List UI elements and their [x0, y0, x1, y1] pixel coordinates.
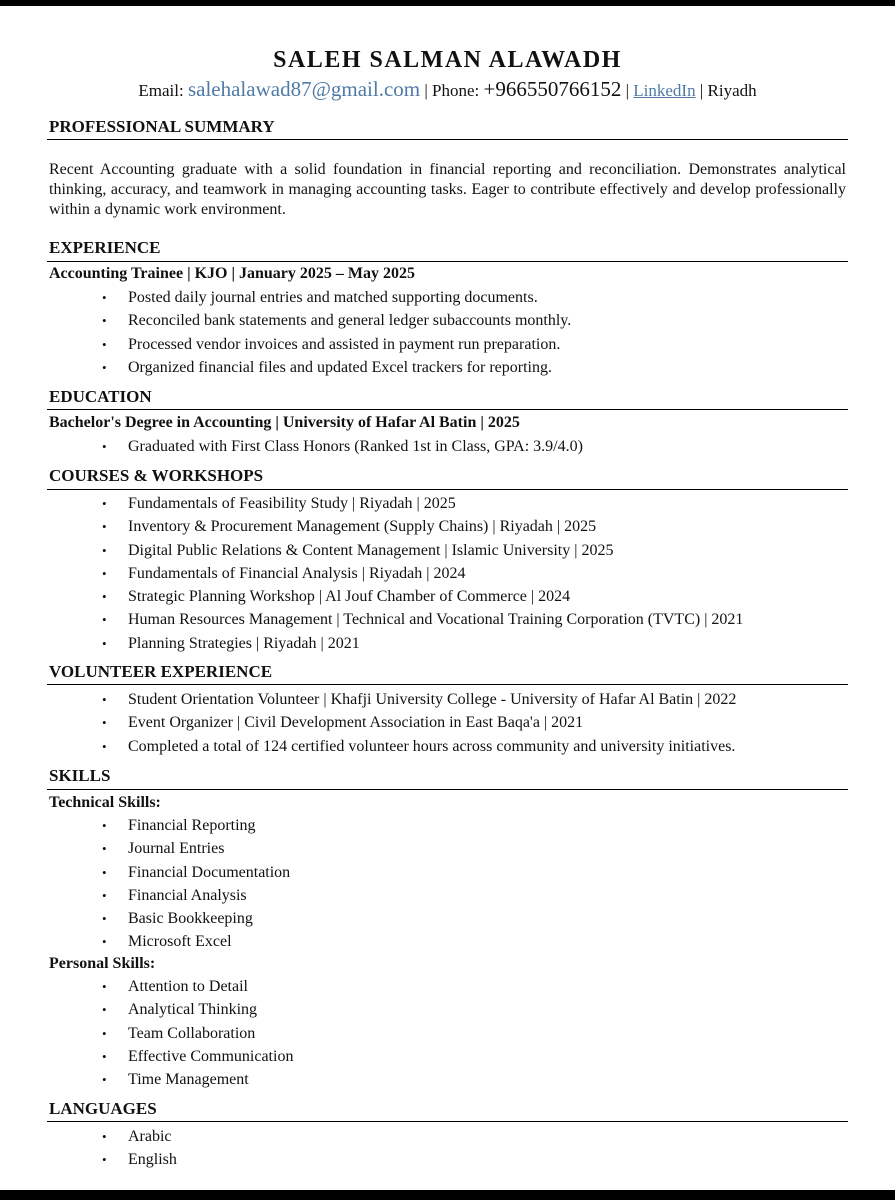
- list-item: [0, 539, 860, 562]
- list-item: [0, 975, 860, 998]
- list-item-text: Student Orientation Volunteer | Khafji University College - University of Hafar Al Batin | 2022: [128, 691, 737, 708]
- section-divider: [47, 139, 848, 140]
- list-item-text: Completed a total of 124 certified volunteer hours across community and university initiatives.: [128, 737, 736, 755]
- list-item: [0, 333, 860, 356]
- bullet-icon: •: [102, 738, 107, 754]
- list-item: [0, 608, 860, 631]
- list-item-text: Fundamentals of Feasibility Study | Riyadah | 2025: [128, 495, 456, 512]
- volunteer-list: [0, 688, 860, 758]
- bullet-icon: •: [102, 864, 107, 880]
- separator: |: [625, 81, 630, 100]
- section-divider: [47, 409, 848, 410]
- education-heading: EDUCATION: [49, 387, 152, 406]
- list-item: [0, 711, 860, 734]
- bullet-icon: •: [102, 818, 107, 833]
- list-item: [0, 1045, 860, 1068]
- separator: |: [424, 81, 428, 100]
- list-item-text: Team Collaboration: [128, 1024, 256, 1042]
- list-item-text: Reconciled bank statements and general ledger subaccounts monthly.: [128, 312, 572, 330]
- email-link[interactable]: salehalawad87@gmail.com: [187, 77, 421, 101]
- list-item: [0, 515, 860, 538]
- skills-heading: SKILLS: [49, 766, 111, 785]
- languages-heading: LANGUAGES: [49, 1099, 157, 1118]
- volunteer-heading: VOLUNTEER EXPERIENCE: [49, 662, 273, 681]
- list-item-text: Microsoft Excel: [128, 933, 232, 951]
- list-item-text: Time Management: [128, 1071, 249, 1089]
- list-item-text: Arabic: [128, 1128, 172, 1145]
- list-item: [0, 837, 860, 860]
- email-label: Email:: [138, 81, 184, 100]
- section-divider: [47, 789, 848, 790]
- list-item-text: Event Organizer | Civil Development Association in East Baqa'a | 2021: [128, 714, 584, 732]
- bullet-icon: •: [102, 1025, 107, 1041]
- list-item-text: English: [128, 1151, 177, 1169]
- section-divider: [47, 1121, 848, 1122]
- section-divider: [47, 261, 848, 262]
- bullet-icon: •: [102, 934, 107, 950]
- separator: |: [699, 81, 704, 100]
- list-item-text: Inventory & Procurement Management (Supply Chains) | Riyadah | 2025: [128, 518, 597, 536]
- education-list: [0, 435, 860, 458]
- summary-heading: PROFESSIONAL SUMMARY: [49, 117, 275, 136]
- list-item: [0, 632, 860, 655]
- list-item-text: Basic Bookkeeping: [128, 910, 253, 928]
- bullet-icon: •: [102, 715, 107, 731]
- list-item: [0, 435, 860, 458]
- list-item-text: Digital Public Relations & Content Management | Islamic University | 2025: [128, 541, 614, 559]
- bullet-icon: •: [102, 290, 107, 305]
- list-item-text: Organized financial files and updated Excel trackers for reporting.: [128, 358, 552, 376]
- list-item: [0, 356, 860, 379]
- linkedin-link[interactable]: LinkedIn: [633, 81, 696, 100]
- bullet-icon: •: [102, 841, 107, 857]
- list-item-text: Journal Entries: [128, 840, 225, 858]
- personal-skills-heading: Personal Skills:: [49, 955, 156, 972]
- bullet-icon: •: [102, 1152, 107, 1168]
- list-item-text: Posted daily journal entries and matched supporting documents.: [128, 289, 538, 306]
- list-item: [0, 861, 860, 884]
- bullet-icon: •: [102, 887, 107, 903]
- list-item-text: Human Resources Management | Technical and Vocational Training Corporation (TVTC) | 2021: [128, 611, 744, 629]
- list-item: [0, 562, 860, 585]
- courses-heading: COURSES & WORKSHOPS: [49, 466, 264, 485]
- summary-text: Recent Accounting graduate with a solid foundation in financial reporting and reconciliation. Demonstrates analytical thinking, accuracy, and teamwork in managing accounting tasks. Eager to contribute effectively and develop professionally within a dynamic work environment.: [49, 161, 846, 218]
- list-item-text: Financial Analysis: [128, 886, 247, 904]
- bullet-icon: •: [102, 313, 107, 329]
- list-item: [0, 735, 860, 758]
- bullet-icon: •: [102, 1002, 107, 1018]
- education-degree: Bachelor's Degree in Accounting | University of Hafar Al Batin | 2025: [49, 414, 520, 431]
- list-item-text: Financial Reporting: [128, 817, 256, 834]
- resume-page: [0, 6, 895, 1190]
- bullet-icon: •: [102, 496, 107, 511]
- candidate-name: SALEH SALMAN ALAWADH: [273, 47, 622, 73]
- bullet-icon: •: [102, 1072, 107, 1088]
- list-item-text: Planning Strategies | Riyadah | 2021: [128, 634, 360, 652]
- contact-line: [0, 77, 895, 103]
- courses-list: [0, 492, 860, 655]
- list-item: [0, 688, 860, 711]
- list-item: [0, 930, 860, 953]
- list-item: [0, 1148, 860, 1171]
- personal-skills-list: [0, 975, 860, 1091]
- bullet-icon: •: [102, 336, 107, 352]
- bullet-icon: •: [102, 519, 107, 535]
- bullet-icon: •: [102, 589, 107, 605]
- bullet-icon: •: [102, 359, 107, 375]
- list-item: [0, 998, 860, 1021]
- section-divider: [47, 489, 848, 490]
- list-item: [0, 814, 860, 837]
- bullet-icon: •: [102, 565, 107, 581]
- list-item-text: Graduated with First Class Honors (Ranked 1st in Class, GPA: 3.9/4.0): [128, 438, 583, 455]
- phone-label: Phone:: [432, 81, 480, 100]
- list-item-text: Financial Documentation: [128, 863, 291, 881]
- bullet-icon: •: [102, 911, 107, 927]
- bullet-icon: •: [102, 979, 107, 994]
- list-item: [0, 1022, 860, 1045]
- section-divider: [47, 684, 848, 685]
- list-item: [0, 585, 860, 608]
- list-item-text: Effective Communication: [128, 1047, 294, 1065]
- experience-list: [0, 286, 860, 379]
- list-item: [0, 1068, 860, 1091]
- list-item: [0, 286, 860, 309]
- experience-heading: EXPERIENCE: [49, 238, 161, 257]
- bullet-icon: •: [102, 612, 107, 628]
- list-item-text: Analytical Thinking: [128, 1001, 258, 1019]
- list-item-text: Strategic Planning Workshop | Al Jouf Chamber of Commerce | 2024: [128, 588, 571, 606]
- bullet-icon: •: [102, 439, 107, 454]
- list-item: [0, 492, 860, 515]
- technical-skills-heading: Technical Skills:: [49, 794, 161, 811]
- bottom-border: [0, 1190, 895, 1200]
- bullet-icon: •: [102, 635, 107, 651]
- languages-list: [0, 1125, 860, 1172]
- list-item-text: Attention to Detail: [128, 978, 248, 995]
- list-item: [0, 907, 860, 930]
- technical-skills-list: [0, 814, 860, 954]
- list-item-text: Processed vendor invoices and assisted in payment run preparation.: [128, 335, 561, 353]
- list-item: [0, 1125, 860, 1148]
- phone-number: +966550766152: [483, 77, 622, 101]
- list-item: [0, 884, 860, 907]
- bullet-icon: •: [102, 542, 107, 558]
- location: Riyadh: [707, 81, 757, 100]
- experience-role: Accounting Trainee | KJO | January 2025 – May 2025: [49, 265, 416, 282]
- list-item-text: Fundamentals of Financial Analysis | Riyadah | 2024: [128, 564, 466, 582]
- bullet-icon: •: [102, 692, 107, 707]
- bullet-icon: •: [102, 1129, 107, 1144]
- list-item: [0, 309, 860, 332]
- bullet-icon: •: [102, 1048, 107, 1064]
